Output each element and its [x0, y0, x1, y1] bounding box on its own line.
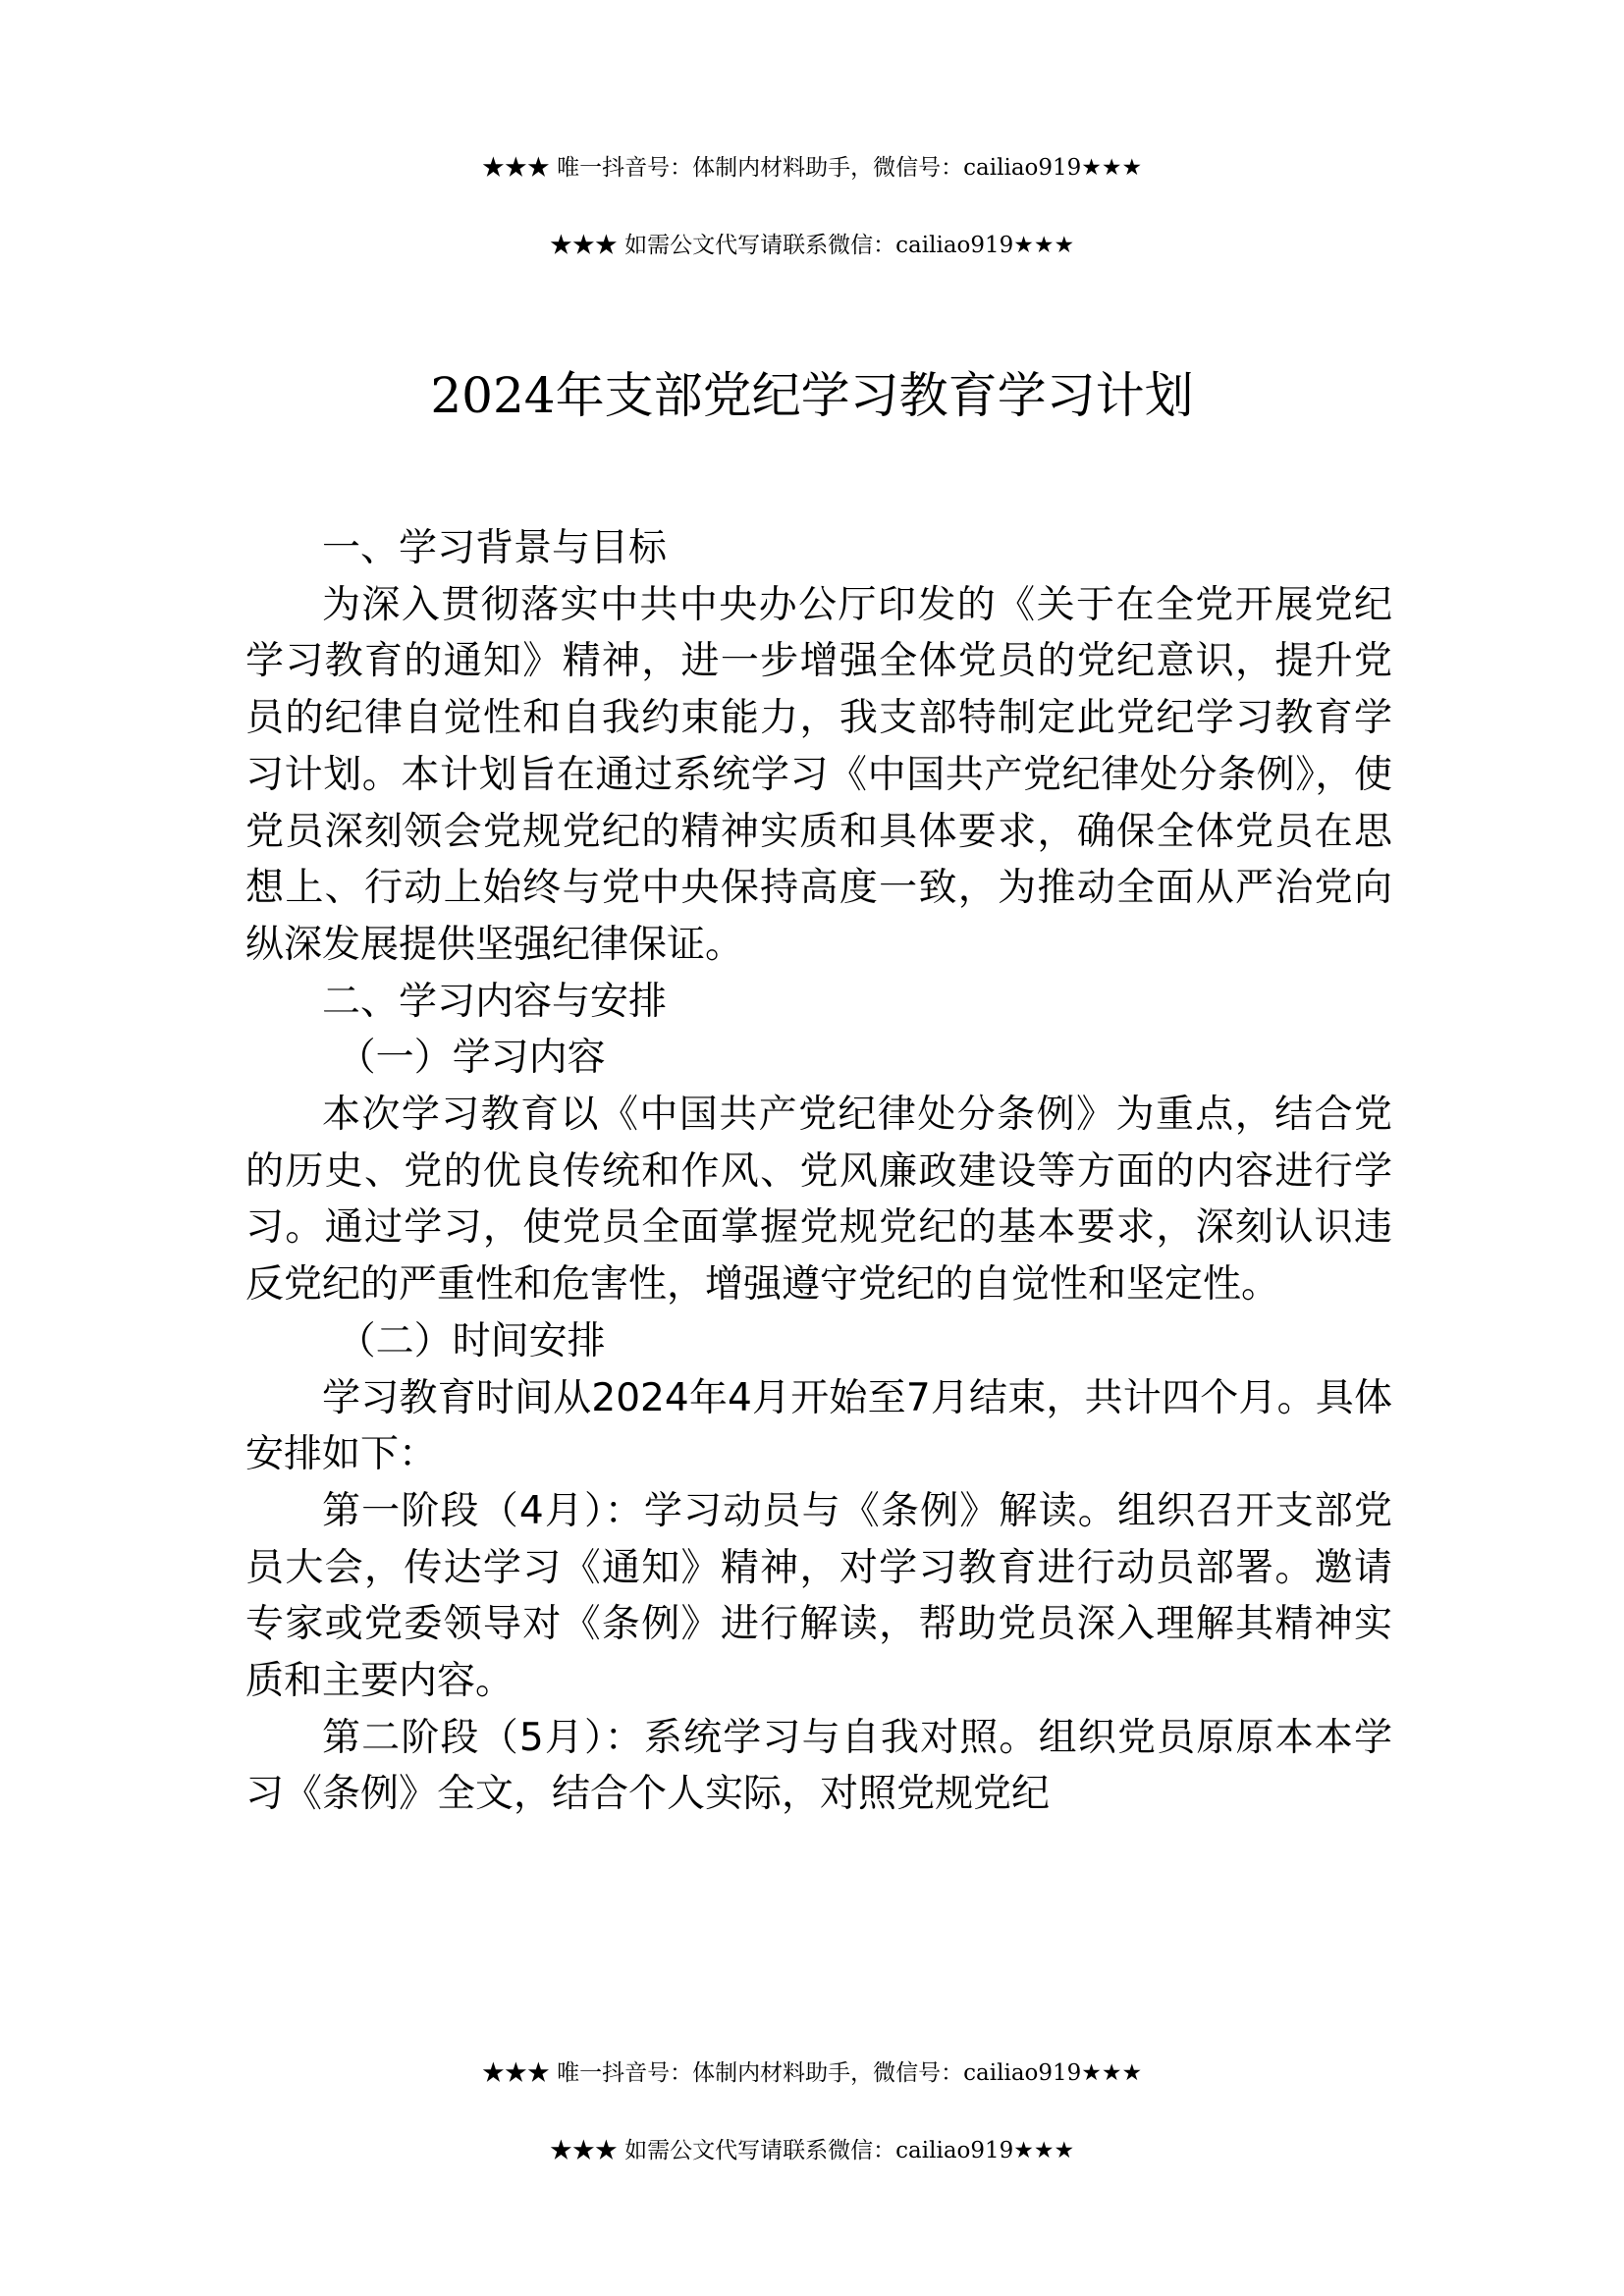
footer-watermark-line-1: ★★★ 唯一抖音号：体制内材料助手，微信号：cailiao919★★★ — [481, 2060, 1143, 2086]
paragraph-background: 为深入贯彻落实中共中央办公厅印发的《关于在全党开展党纪学习教育的通知》精神，进一步增强全体党员的党纪意识，提升党员的纪律自觉性和自我约束能力，我支部特制定此党纪学习教育学习计划。本计划旨在通过系统学习《中国共产党纪律处分条例》，使党员深刻领会党规党纪的精神实质和具体要求，确保全体党员在思想上、行动上始终与党中央保持高度一致，为推动全面从严治党向纵深发展提供坚强纪律保证。 — [245, 582, 1392, 967]
paragraph-study-content: 本次学习教育以《中国共产党纪律处分条例》为重点，结合党的历史、党的优良传统和作风、党风廉政建设等方面的内容进行学习。通过学习，使党员全面掌握党规党纪的基本要求，深刻认识违反党纪的严重性和危害性，增强遵守党纪的自觉性和坚定性。 — [245, 1093, 1392, 1308]
section-heading-background: 一、学习背景与目标 — [322, 526, 668, 570]
footer-watermark-line-2: ★★★ 如需公文代写请联系微信：cailiao919★★★ — [549, 2138, 1075, 2163]
paragraph-stage-one: 第一阶段（4月）：学习动员与《条例》解读。组织召开支部党员大会，传达学习《通知》精神，对学习教育进行动员部署。邀请专家或党委领导对《条例》进行解读，帮助党员深入理解其精神实质和主要内容。 — [245, 1488, 1392, 1704]
section-heading-content-arrangement: 二、学习内容与安排 — [322, 979, 668, 1024]
subheading-study-content: （一）学习内容 — [337, 1036, 606, 1081]
paragraph-stage-two: 第二阶段（5月）：系统学习与自我对照。组织党员原原本本学习《条例》全文，结合个人实际，对照党规党纪 — [245, 1715, 1392, 1817]
document-title: 2024年支部党纪学习教育学习计划 — [430, 367, 1194, 424]
document-body — [245, 520, 1392, 1823]
header-watermark-line-2: ★★★ 如需公文代写请联系微信：cailiao919★★★ — [549, 233, 1075, 258]
subheading-time-schedule: （二）时间安排 — [337, 1318, 606, 1363]
header-watermark-line-1: ★★★ 唯一抖音号：体制内材料助手，微信号：cailiao919★★★ — [481, 155, 1143, 181]
paragraph-time-schedule: 学习教育时间从2024年4月开始至7月结束，共计四个月。具体安排如下： — [245, 1375, 1392, 1477]
